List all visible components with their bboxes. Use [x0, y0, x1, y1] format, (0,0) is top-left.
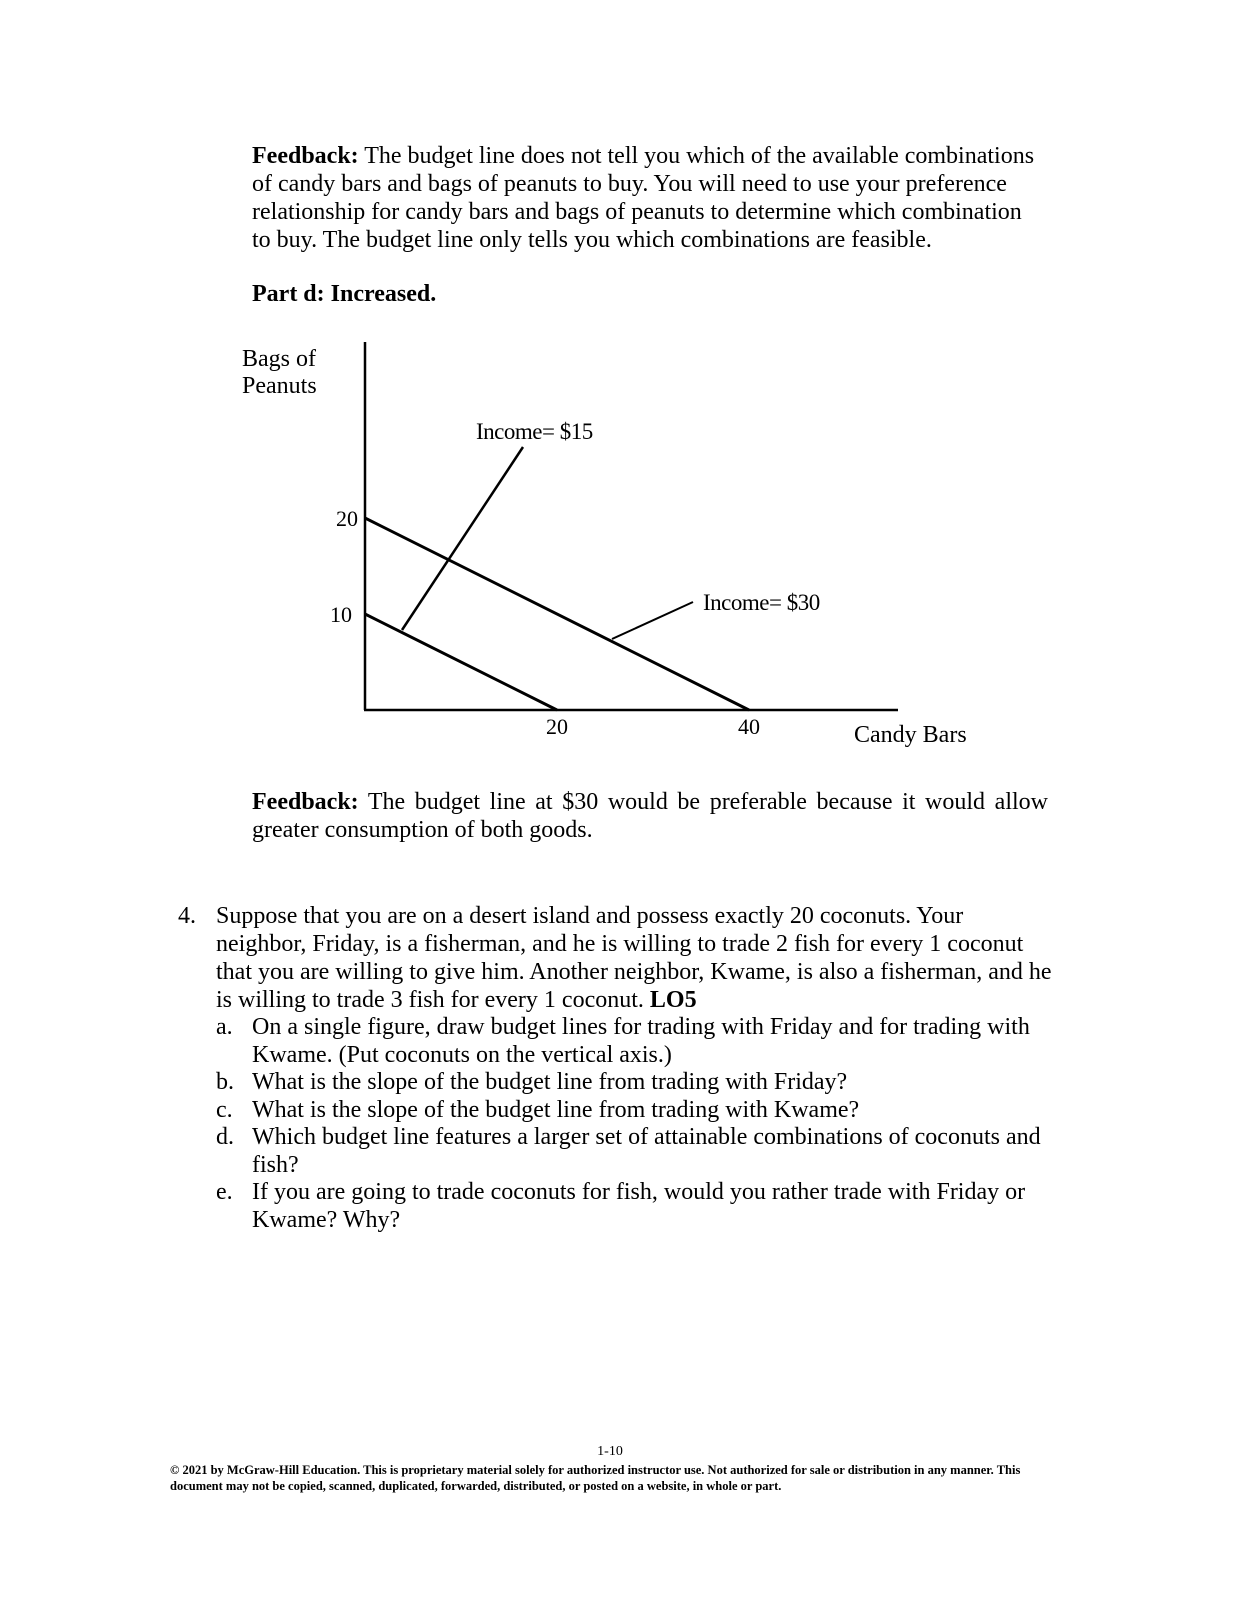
feedback-paragraph-2 [252, 788, 1048, 844]
budget-line-income-15 [365, 614, 557, 710]
part-letter: a. [216, 1014, 233, 1040]
part-text: What is the slope of the budget line from trading with Kwame? [252, 1096, 860, 1123]
part-text: What is the slope of the budget line from trading with Friday? [252, 1069, 848, 1095]
feedback-paragraph-1 [252, 142, 1042, 254]
question-part [216, 1069, 1058, 1097]
part-letter: e. [216, 1179, 233, 1205]
question-part [216, 1179, 1058, 1234]
feedback-text: The budget line at $30 would be preferable because it would allow greater consumption of both goods. [252, 789, 1048, 843]
question-part [216, 1014, 1058, 1069]
income-30-annotation: Income= $30 [703, 590, 820, 615]
part-letter: d. [216, 1124, 234, 1150]
question-4 [178, 902, 1058, 1234]
budget-line-chart [230, 330, 990, 770]
income-30-leader-line [612, 602, 693, 639]
part-text: Which budget line features a larger set of attainable combinations of coconuts and fish? [252, 1124, 1041, 1178]
x-axis-label: Candy Bars [854, 722, 967, 748]
feedback-label: Feedback: [252, 789, 359, 815]
feedback-label: Feedback: [252, 143, 359, 169]
question-part [216, 1124, 1058, 1179]
part-text: If you are going to trade coconuts for fish, would you rather trade with Friday or Kwame? Why? [252, 1179, 1026, 1233]
x-tick-label: 40 [738, 714, 760, 739]
budget-line-income-30 [365, 518, 749, 710]
question-parts-list [216, 1014, 1058, 1234]
question-number: 4. [178, 903, 196, 929]
y-axis-label-line2: Peanuts [242, 373, 317, 399]
page-footer [170, 1444, 1050, 1494]
income-15-annotation: Income= $15 [476, 419, 593, 444]
part-letter: b. [216, 1069, 234, 1095]
feedback-text: The budget line does not tell you which of the available combinations of candy bars and bags of peanuts to buy. You will need to use your preference relationship for candy bars and bags of peanuts to determine which combination to buy. The budget line only tells you which combinations are feasible. [252, 143, 1035, 253]
question-part [216, 1097, 1058, 1125]
y-tick-label: 10 [330, 602, 352, 627]
page-number: 1-10 [597, 1444, 623, 1459]
question-text: Suppose that you are on a desert island and possess exactly 20 coconuts. Your neighbor, Friday, is a fisherman, and he is willing to trade 2 fish for every 1 coconut that you are willing to give him. Another neighbor, Kwame, is also a fisherman, and he is willing to trade 3 fish for every 1 coconut. [216, 903, 1052, 1013]
part-letter: c. [216, 1096, 233, 1123]
learning-objective-tag: LO5 [649, 987, 697, 1013]
y-axis-label-line1: Bags of [242, 346, 316, 372]
part-text: On a single figure, draw budget lines for trading with Friday and for trading with Kwame. (Put coconuts on the vertical axis.) [252, 1014, 1030, 1068]
part-d-heading: Part d: Increased. [252, 281, 437, 307]
income-15-leader-line [402, 447, 523, 630]
copyright-notice: © 2021 by McGraw-Hill Education. This is proprietary material solely for authorized instructor use. Not authorized for sale or distribution in any manner. This document may not be copied, scanned, duplicated, forwarded, distributed, or posted on a website, in whole or part. [170, 1463, 1021, 1493]
y-tick-label: 20 [336, 506, 358, 531]
x-tick-label: 20 [546, 714, 568, 739]
